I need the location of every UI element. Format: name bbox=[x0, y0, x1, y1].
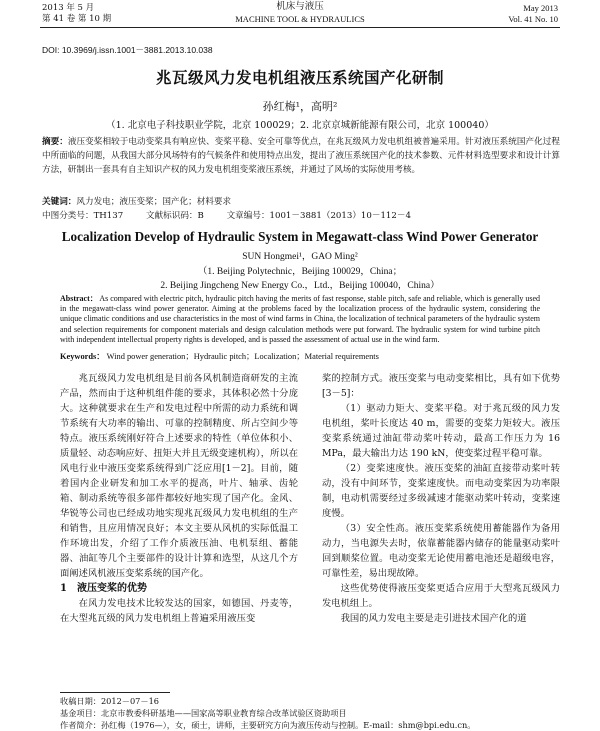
header-journal-cn: 机床与液压 bbox=[276, 1, 324, 12]
body-column-right bbox=[322, 371, 560, 626]
title-en: Localization Develop of Hydraulic System in Megawatt-class Wind Power Generator bbox=[61, 229, 539, 244]
footnote-received: 收稿日期：2012－07－16 bbox=[60, 696, 159, 706]
document-code: 文献标识码：B bbox=[145, 211, 204, 221]
running-header bbox=[0, 0, 600, 30]
clc-number: 中图分类号：TH137 bbox=[42, 211, 124, 221]
keywords-cn-text: 风力发电；液压变桨；国产化；材料要求 bbox=[76, 197, 232, 207]
keywords-cn bbox=[42, 195, 231, 207]
doi: DOI: 10.3969/j.issn.1001－3881.2013.10.038 bbox=[42, 45, 213, 55]
affiliation-en-2: 2. Beijing Jingcheng New Energy Co.，Ltd.，Beijing 100040，China） bbox=[160, 281, 440, 291]
article-number: 文章编号：1001－3881（2013）10－112－4 bbox=[226, 211, 411, 221]
keywords-cn-label: 关键词： bbox=[42, 197, 77, 207]
body-paragraph: （3）安全性高。液压变桨系统使用蓄能器作为备用动力，当电源失去时，依靠蓄能器内储存的能量驱动桨叶回到顺桨位置。电动变桨无论使用蓄电池还是超级电容，可靠性差，易出现故障。 bbox=[322, 523, 560, 579]
footnote-fund: 基金项目：北京市教委科研基地——国家高等职业教育综合改革试验区资助项目 bbox=[60, 708, 347, 718]
abstract-en-label: Abstract： bbox=[60, 294, 98, 303]
abstract-cn-text: 液压变桨相较于电动变桨具有响应快、变桨平稳、安全可靠等优点，在兆瓦级风力发电机组被普遍采用。针对液压系统国产化过程中所面临的问题，从我国大部分风场特有的气候条件和使用特点出发，提出了液压系统国产化的技术参数、元件材料选型要求和设计计算方法，研制出一套具有自主知识产权的风力发电机组变桨液压系统，并通过了风场的实际使用考核。 bbox=[42, 137, 560, 175]
footnote-rule bbox=[60, 692, 170, 693]
keywords-en-text: Wind power generation；Hydraulic pitch；Localization；Material requirements bbox=[106, 352, 379, 361]
title-cn: 兆瓦级风力发电机组液压系统国产化研制 bbox=[155, 68, 444, 87]
keywords-en-label: Keywords： bbox=[60, 352, 105, 361]
body-column-left bbox=[60, 371, 298, 626]
header-rule bbox=[40, 27, 560, 28]
authors-en: SUN Hongmei¹，GAO Ming² bbox=[242, 252, 358, 262]
abstract-en-text: As compared with electric pitch, hydraulic pitch having the merits of fast response, stable pitch, safe and reliable, which is generally used in the megawatt-class wind power generator. Aiming at the problems faced by the localization process of the hydraulic system, considering the unique climatic conditions and use characteristics in the most of wind farms in China, the localization of technical parameters of the hydraulic system and selection requirements for component materials and design calculation methods were put forward. The hydraulic system for wind turbine pitch with independent intellectual property rights is developed, and is passed the assessment of actual use in the wind farm. bbox=[60, 294, 540, 344]
body-paragraph: 我国的风力发电主要是走引进技术国产化的道 bbox=[340, 613, 527, 624]
section-heading-1: 1 液压变桨的优势 bbox=[60, 583, 147, 594]
body-paragraph: （2）变桨速度快。液压变桨的油缸直接带动桨叶转动，没有中间环节，变桨速度快。而电动变桨因为功率限制，电动机需要经过多级减速才能驱动桨叶转动，变桨速度慢。 bbox=[322, 463, 560, 519]
affiliation-en bbox=[0, 265, 600, 293]
abstract-en bbox=[60, 294, 540, 345]
abstract-cn bbox=[42, 135, 560, 177]
header-date-en: May 2013 bbox=[523, 3, 558, 13]
body-paragraph: 桨的控制方式。液压变桨与电动变桨相比，具有如下优势[3－5]： bbox=[322, 373, 560, 399]
body-paragraph: 在风力发电技术比较发达的国家，如德国、丹麦等，在大型兆瓦级的风力发电机组上普遍采用液压变 bbox=[60, 598, 298, 624]
header-journal-en: MACHINE TOOL & HYDRAULICS bbox=[235, 14, 365, 24]
footnote-author: 作者简介：孙红梅（1976—），女，硕士，讲师，主要研究方向为液压传动与控制。E-mail：shm@bpi.edu.cn。 bbox=[60, 720, 476, 730]
body-paragraph: （1）驱动力矩大、变桨平稳。对于兆瓦级的风力发电机组，桨叶长度达 40 m，需要的变桨力矩较大。液压变桨系统通过油缸带动桨叶转动，最高工作压力为 16 MPa，最大输出力达 190 kN，使变桨过程平稳可靠。 bbox=[322, 403, 560, 459]
affiliation-en-1: （1. Beijing Polytechnic，Beijing 100029，China； bbox=[197, 267, 403, 277]
keywords-en bbox=[60, 350, 379, 362]
body-paragraph: 兆瓦级风力发电机组是目前各风机制造商研发的主流产品，然而由于这种机组件能的要求，其体积必然十分庞大。这种就要求在生产和发电过程中所需的动力系统和调节系统有大功率的输出、可靠的控制精度、所占空间少等特点。液压系统刚好符合上述要求的特性（单位体积小、质量轻、动态响应好、扭矩大并且无级变速机构），所以在风电行业中液压变桨系统得到广泛应用[1－2]。目前，随着国内企业研发和加工水平的提高，叶片、轴承、齿轮箱、制动系统等很多部件都较好地实现了国产化。金风、华锐等公司也已经成功地实现兆瓦级风力发电机组的生产和销售，且应用情况良好；本文主要从风机的实际低温工作环境出发，介绍了工作介质液压油、电机泵组、蓄能器、油缸等几个主要部件的设计计算和选型，从这几个方面阐述风机液压变桨系统的国产化。 bbox=[60, 373, 298, 579]
abstract-cn-label: 摘要： bbox=[42, 137, 68, 147]
header-volume-cn: 第 41 卷 第 10 期 bbox=[42, 14, 112, 24]
authors-cn: 孙红梅¹，高明² bbox=[262, 100, 338, 113]
affiliation-cn: （1. 北京电子科技职业学院，北京 100029；2. 北京京城新能源有限公司，北京 100040） bbox=[106, 120, 494, 131]
header-date: 2013 年 5 月 bbox=[42, 3, 95, 13]
body-paragraph: 这些优势使得液压变桨更适合应用于大型兆瓦级风力发电机组上。 bbox=[322, 583, 560, 609]
classification-cn bbox=[42, 209, 431, 221]
header-volume-en: Vol. 41 No. 10 bbox=[508, 14, 558, 24]
